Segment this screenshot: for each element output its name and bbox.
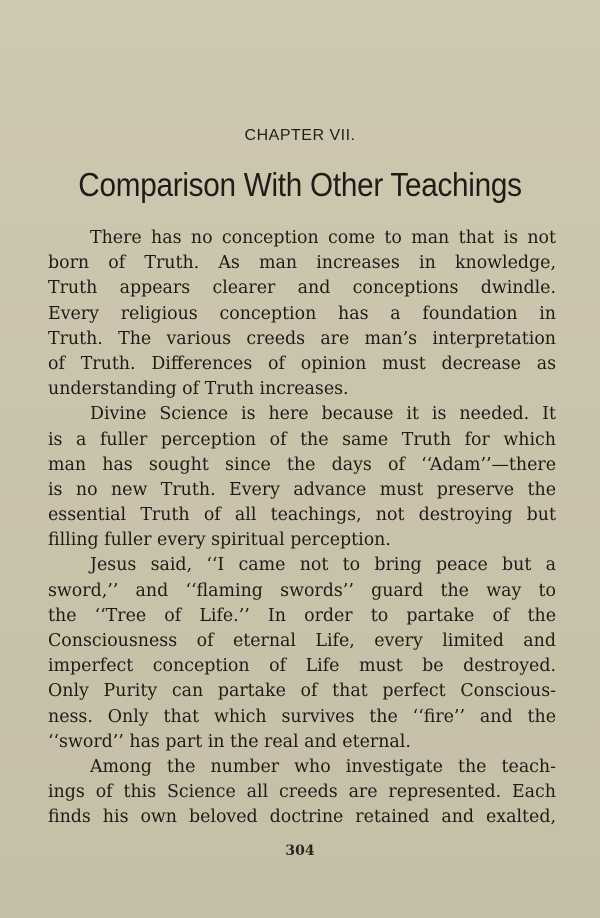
text-line: ings of this Science all creeds are represented. Each <box>48 782 556 803</box>
text-line: imperfect conception of Life must be destroyed. <box>48 656 556 677</box>
text-line: Every religious conception has a foundation in <box>48 303 556 324</box>
text-line: filling fuller every spiritual perception. <box>48 530 391 551</box>
text-line: of Truth. Differences of opinion must decrease as <box>48 353 556 374</box>
text-line: There has no conception come to man that is not <box>90 228 556 248</box>
paragraph-4 <box>48 755 556 831</box>
text-line: ‘‘sword’’ has part in the real and eternal. <box>48 731 411 752</box>
text-line: is a fuller perception of the same Truth for which <box>48 429 556 450</box>
text-line: essential Truth of all teachings, not destroying but <box>48 505 556 526</box>
paragraph-3 <box>48 553 556 755</box>
chapter-title: Comparison With Other Teachings <box>78 166 522 203</box>
text-line: Among the number who investigate the teach- <box>90 756 556 777</box>
text-line: sword,’’ and ‘‘flaming swords’’ guard the way to <box>48 580 556 601</box>
text-line: Only Purity can partake of that perfect Conscious- <box>48 681 556 702</box>
text-line: born of Truth. As man increases in knowledge, <box>48 253 556 274</box>
text-line: ness. Only that which survives the ‘‘fire’’ and the <box>48 706 556 727</box>
text-line: understanding of Truth increases. <box>48 379 349 400</box>
chapter-heading: CHAPTER VII. <box>244 127 356 144</box>
page-number: 304 <box>285 843 315 859</box>
text-line: man has sought since the days of ‘‘Adam’’—there <box>48 454 556 475</box>
text-line: Truth appears clearer and conceptions dwindle. <box>48 278 556 299</box>
text-line: is no new Truth. Every advance must preserve the <box>48 479 556 500</box>
text-line: Truth. The various creeds are man’s interpretation <box>48 328 556 349</box>
paragraph-2 <box>48 402 556 553</box>
paragraph-1 <box>48 226 556 402</box>
text-line: Consciousness of eternal Life, every limited and <box>48 631 556 651</box>
body-text <box>48 226 556 831</box>
text-line: finds his own beloved doctrine retained and exalted, <box>48 807 556 828</box>
text-line: Divine Science is here because it is needed. It <box>90 404 556 425</box>
text-line: the ‘‘Tree of Life.’’ In order to partake of the <box>48 605 556 626</box>
text-line: Jesus said, ‘‘I came not to bring peace but a <box>90 555 556 576</box>
